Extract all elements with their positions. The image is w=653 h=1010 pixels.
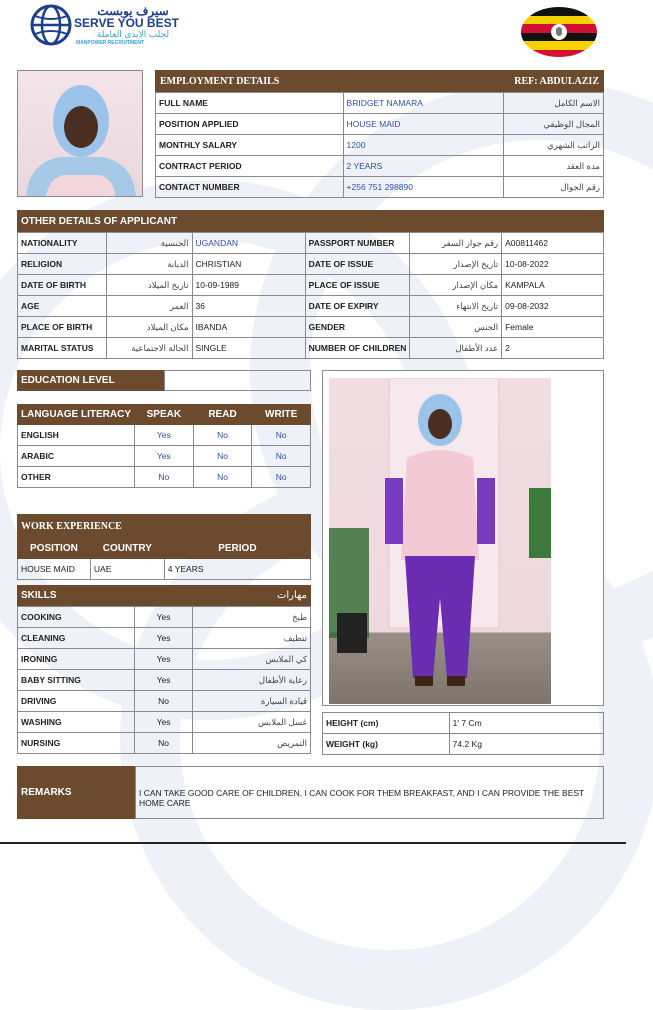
language-arabic: ARABIC (18, 446, 135, 467)
arabic-write: No (252, 446, 311, 467)
date-of-birth-value: 10-09-1989 (192, 275, 305, 296)
contact-number-label: CONTACT NUMBER (156, 177, 344, 198)
work-header-row (18, 539, 311, 559)
speak-column-header: SPEAK (135, 405, 194, 425)
position-applied-label-ar: المجال الوظيفي (504, 114, 604, 135)
skill-baby-sitting: BABY SITTING (18, 670, 135, 691)
skill-washing: WASHING (18, 712, 135, 733)
weight-value: 74.2 Kg (449, 734, 603, 755)
skill-cleaning-ar: تنظيف (193, 628, 311, 649)
religion-label-ar: الديانة (107, 254, 192, 275)
number-of-children-label: NUMBER OF CHILDREN (305, 338, 410, 359)
table-row (323, 734, 604, 755)
language-other: OTHER (18, 467, 135, 488)
portrait-figure-icon (18, 71, 143, 197)
language-header-row (18, 405, 311, 425)
company-logo (30, 4, 210, 48)
employment-details-table (155, 92, 604, 198)
table-row (18, 338, 604, 359)
skills-title: SKILLS (21, 590, 57, 601)
remarks-text: I CAN TAKE GOOD CARE OF CHILDREN, I CAN COOK FOR THEM BREAKFAST, AND I CAN PROVIDE THE BEST HOME CARE (135, 766, 604, 819)
work-period: 4 YEARS (164, 559, 310, 580)
country-column-header: COUNTRY (90, 539, 164, 559)
table-row (18, 670, 311, 691)
english-speak: Yes (135, 425, 194, 446)
contract-period-value: 2 YEARS (343, 156, 504, 177)
gender-label: GENDER (305, 317, 410, 338)
place-of-birth-value: IBANDA (192, 317, 305, 338)
work-country: UAE (90, 559, 164, 580)
read-column-header: READ (193, 405, 252, 425)
table-row (156, 156, 604, 177)
uganda-flag-icon (521, 7, 597, 57)
other-write: No (252, 467, 311, 488)
age-value: 36 (192, 296, 305, 317)
applicant-portrait-photo (17, 70, 143, 197)
skill-driving-ar: قيادة السيارة (193, 691, 311, 712)
applicant-full-body-photo-frame (322, 370, 604, 706)
table-row (156, 177, 604, 198)
skills-title-ar: مهارات (276, 590, 307, 601)
skill-cooking: COOKING (18, 607, 135, 628)
marital-status-label-ar: الحالة الاجتماعية (107, 338, 192, 359)
contract-period-label-ar: مدة العقد (504, 156, 604, 177)
other-details-table (17, 232, 604, 359)
write-column-header: WRITE (252, 405, 311, 425)
height-label: HEIGHT (cm) (323, 713, 450, 734)
language-literacy-column-header: LANGUAGE LITERACY (18, 405, 135, 425)
age-label: AGE (18, 296, 107, 317)
education-level-header (17, 370, 164, 391)
date-of-expiry-label: DATE OF EXPIRY (305, 296, 410, 317)
skill-ironing: IRONING (18, 649, 135, 670)
education-level-value (164, 370, 311, 391)
full-name-label-ar: الاسم الكامل (504, 93, 604, 114)
other-details-title: OTHER DETAILS OF APPLICANT (21, 215, 178, 227)
contact-number-value: +256 751 298890 (343, 177, 504, 198)
logo-arabic-tagline: لجلب الايدى العاملة (96, 29, 170, 39)
table-row (18, 712, 311, 733)
skill-washing-value: Yes (134, 712, 193, 733)
remarks-header (17, 766, 135, 819)
table-row (18, 275, 604, 296)
other-details-header (17, 210, 604, 232)
religion-value: CHRISTIAN (192, 254, 305, 275)
monthly-salary-value: 1200 (343, 135, 504, 156)
table-row (18, 317, 604, 338)
contact-number-label-ar: رقم الجوال (504, 177, 604, 198)
english-read: No (193, 425, 252, 446)
full-name-value: BRIDGET NAMARA (343, 93, 504, 114)
weight-label: WEIGHT (kg) (323, 734, 450, 755)
skill-cooking-value: Yes (134, 607, 193, 628)
reference-code: REF: ABDULAZIZ (514, 75, 599, 87)
place-of-birth-label-ar: مكان الميلاد (107, 317, 192, 338)
logo-tagline: MANPOWER RECRUITMENT (76, 40, 145, 46)
place-of-issue-value: KAMPALA (502, 275, 604, 296)
skills-header (17, 585, 311, 606)
work-experience-header (17, 514, 311, 538)
date-of-expiry-value: 09-08-2032 (502, 296, 604, 317)
monthly-salary-label-ar: الراتب الشهري (504, 135, 604, 156)
marital-status-label: MARITAL STATUS (18, 338, 107, 359)
arabic-speak: Yes (135, 446, 194, 467)
skill-cooking-ar: طبخ (193, 607, 311, 628)
skill-washing-ar: غسل الملابس (193, 712, 311, 733)
skill-ironing-value: Yes (134, 649, 193, 670)
skill-nursing-ar: التمريض (193, 733, 311, 754)
table-row (18, 733, 311, 754)
table-row (323, 713, 604, 734)
full-name-label: FULL NAME (156, 93, 344, 114)
english-write: No (252, 425, 311, 446)
date-of-expiry-label-ar: تاريخ الانتهاء (410, 296, 502, 317)
table-row (156, 114, 604, 135)
date-of-birth-label-ar: تاريخ الميلاد (107, 275, 192, 296)
skill-ironing-ar: كي الملابس (193, 649, 311, 670)
other-read: No (193, 467, 252, 488)
skill-baby-sitting-ar: رعاية الأطفال (193, 670, 311, 691)
skill-driving: DRIVING (18, 691, 135, 712)
nationality-label-ar: الجنسية (107, 233, 192, 254)
table-row (18, 628, 311, 649)
table-row (18, 649, 311, 670)
remarks-title: REMARKS (21, 787, 72, 798)
language-literacy-table (17, 404, 311, 488)
work-position: HOUSE MAID (18, 559, 91, 580)
skill-nursing-value: No (134, 733, 193, 754)
employment-details-title: EMPLOYMENT DETAILS (160, 75, 280, 87)
logo-arabic-name: سيرف يوبست (97, 4, 169, 18)
place-of-birth-label: PLACE OF BIRTH (18, 317, 107, 338)
height-value: 1' 7 Cm (449, 713, 603, 734)
passport-number-label: PASSPORT NUMBER (305, 233, 410, 254)
other-speak: No (135, 467, 194, 488)
skill-driving-value: No (134, 691, 193, 712)
gender-value: Female (502, 317, 604, 338)
passport-number-label-ar: رقم جواز السفر (410, 233, 502, 254)
position-applied-value: HOUSE MAID (343, 114, 504, 135)
skills-table (17, 606, 311, 754)
globe-logo-icon (30, 4, 72, 46)
skill-cleaning: CLEANING (18, 628, 135, 649)
logo-english-name: SERVE YOU BEST (74, 16, 179, 30)
number-of-children-value: 2 (502, 338, 604, 359)
passport-number-value: A00811462 (502, 233, 604, 254)
skill-cleaning-value: Yes (134, 628, 193, 649)
measurements-table (322, 712, 604, 755)
marital-status-value: SINGLE (192, 338, 305, 359)
date-of-issue-value: 10-08-2022 (502, 254, 604, 275)
skill-baby-sitting-value: Yes (134, 670, 193, 691)
position-applied-label: POSITION APPLIED (156, 114, 344, 135)
nationality-value: UGANDAN (192, 233, 305, 254)
place-of-issue-label-ar: مكان الإصدار (410, 275, 502, 296)
period-column-header: PERIOD (164, 539, 310, 559)
position-column-header: POSITION (18, 539, 91, 559)
employment-details-header (155, 70, 604, 92)
gender-label-ar: الجنس (410, 317, 502, 338)
full-body-figure-icon (329, 378, 551, 704)
table-row (18, 254, 604, 275)
work-experience-table (17, 538, 311, 580)
date-of-birth-label: DATE OF BIRTH (18, 275, 107, 296)
table-row (18, 233, 604, 254)
work-experience-title: WORK EXPERIENCE (21, 520, 122, 532)
nationality-label: NATIONALITY (18, 233, 107, 254)
contract-period-label: CONTRACT PERIOD (156, 156, 344, 177)
skill-nursing: NURSING (18, 733, 135, 754)
age-label-ar: العمر (107, 296, 192, 317)
language-english: ENGLISH (18, 425, 135, 446)
date-of-issue-label: DATE OF ISSUE (305, 254, 410, 275)
religion-label: RELIGION (18, 254, 107, 275)
applicant-full-body-photo (329, 378, 551, 704)
number-of-children-label-ar: عدد الأطفال (410, 338, 502, 359)
table-row (18, 607, 311, 628)
monthly-salary-label: MONTHLY SALARY (156, 135, 344, 156)
education-level-title: EDUCATION LEVEL (21, 375, 115, 386)
arabic-read: No (193, 446, 252, 467)
table-row (156, 135, 604, 156)
place-of-issue-label: PLACE OF ISSUE (305, 275, 410, 296)
table-row (18, 296, 604, 317)
table-row (156, 93, 604, 114)
table-row (18, 425, 311, 446)
table-row (18, 691, 311, 712)
bottom-divider (0, 842, 626, 844)
table-row (18, 559, 311, 580)
date-of-issue-label-ar: تاريخ الإصدار (410, 254, 502, 275)
table-row (18, 467, 311, 488)
table-row (18, 446, 311, 467)
